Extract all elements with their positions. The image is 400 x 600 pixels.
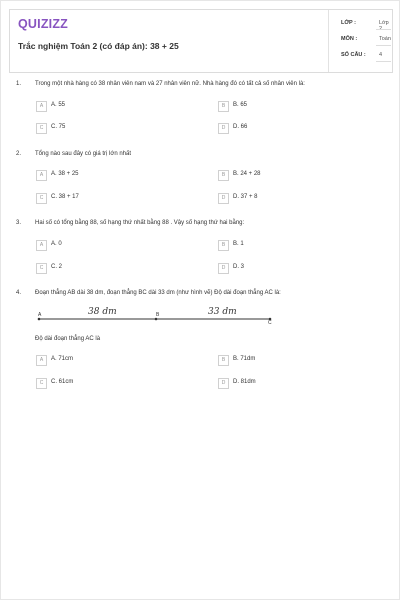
- meta-label: LỚP :: [341, 20, 356, 26]
- meta-underline: [376, 29, 391, 30]
- meta-label: MÔN :: [341, 36, 358, 42]
- answer-option-d[interactable]: [218, 378, 368, 388]
- answer-option-a[interactable]: [36, 170, 186, 180]
- answer-option-d[interactable]: [218, 123, 368, 133]
- meta-value: Toán: [379, 36, 391, 42]
- point-label-a: A: [38, 312, 42, 318]
- option-text: D. 3: [233, 264, 245, 270]
- option-letter-box[interactable]: C: [36, 263, 47, 274]
- page-title: Trắc nghiệm Toán 2 (có đáp án): 38 + 25: [18, 41, 179, 51]
- segment-label-ab: 38 dm: [88, 307, 117, 317]
- option-letter-box[interactable]: C: [36, 193, 47, 204]
- answer-option-c[interactable]: [36, 193, 186, 203]
- option-letter-box[interactable]: A: [36, 101, 47, 112]
- option-letter-box[interactable]: D: [218, 378, 229, 389]
- question-number: 3.: [16, 220, 22, 226]
- meta-row-subject: [328, 36, 392, 48]
- answer-option-a[interactable]: [36, 101, 186, 111]
- question-number: 1.: [16, 81, 22, 87]
- option-text: C. 2: [51, 264, 63, 270]
- option-letter-box[interactable]: B: [218, 240, 229, 251]
- meta-value: Lớp 2: [379, 20, 389, 32]
- option-letter-box[interactable]: D: [218, 263, 229, 274]
- option-letter-box[interactable]: A: [36, 170, 47, 181]
- quizizz-logo: QUIZIZZ: [18, 17, 69, 31]
- option-text: B. 24 + 28: [233, 171, 261, 177]
- option-letter-box[interactable]: B: [218, 101, 229, 112]
- point-label-b: B: [156, 312, 160, 318]
- option-letter-box[interactable]: D: [218, 193, 229, 204]
- option-text: A. 0: [51, 241, 62, 247]
- segment-diagram-svg: [36, 304, 276, 328]
- option-letter-box[interactable]: A: [36, 240, 47, 251]
- option-letter-box[interactable]: B: [218, 355, 229, 366]
- question-number: 2.: [16, 151, 22, 157]
- option-text: D. 81dm: [233, 379, 256, 385]
- question-text: Hai số có tổng bằng 88, số hạng thứ nhất bằng 88 . Vậy số hạng thứ hai bằng:: [35, 220, 245, 226]
- option-letter-box[interactable]: C: [36, 123, 47, 134]
- question-number: 4.: [16, 290, 22, 296]
- answer-option-a[interactable]: [36, 240, 186, 250]
- option-text: A. 38 + 25: [51, 171, 79, 177]
- worksheet-header: [9, 9, 393, 73]
- meta-row-class: [328, 20, 392, 32]
- answer-option-d[interactable]: [218, 263, 368, 273]
- option-text: C. 75: [51, 124, 66, 130]
- meta-value: 4: [379, 52, 383, 58]
- meta-panel: [328, 10, 392, 72]
- option-text: A. 71cm: [51, 356, 74, 362]
- answer-option-b[interactable]: [218, 170, 368, 180]
- answer-option-a[interactable]: [36, 355, 186, 365]
- option-letter-box[interactable]: D: [218, 123, 229, 134]
- answer-option-b[interactable]: [218, 355, 368, 365]
- answer-option-b[interactable]: [218, 101, 368, 111]
- option-text: D. 66: [233, 124, 248, 130]
- answer-option-c[interactable]: [36, 123, 186, 133]
- option-letter-box[interactable]: B: [218, 170, 229, 181]
- option-text: B. 65: [233, 102, 248, 108]
- meta-underline: [376, 45, 391, 46]
- option-letter-box[interactable]: A: [36, 355, 47, 366]
- question-text: Tổng nào sau đây có giá trị lớn nhất: [35, 151, 131, 157]
- option-letter-box[interactable]: C: [36, 378, 47, 389]
- answer-option-c[interactable]: [36, 378, 186, 388]
- option-text: D. 37 + 8: [233, 194, 258, 200]
- point-b-dot: [155, 318, 158, 321]
- option-text: B. 1: [233, 241, 244, 247]
- meta-row-count: [328, 52, 392, 64]
- point-a-dot: [38, 318, 41, 321]
- answer-option-b[interactable]: [218, 240, 368, 250]
- question-text: Đoạn thẳng AB dài 38 dm, đoạn thẳng BC dài 33 dm (như hình vẽ) Độ dài đoạn thẳng AC là:: [35, 290, 281, 296]
- option-text: A. 55: [51, 102, 66, 108]
- segment-diagram: [36, 304, 276, 328]
- meta-label: SỐ CÂU :: [341, 52, 366, 58]
- option-text: B. 71dm: [233, 356, 256, 362]
- question-subtext: Độ dài đoạn thẳng AC là: [35, 336, 101, 342]
- meta-underline: [376, 61, 391, 62]
- answer-option-d[interactable]: [218, 193, 368, 203]
- option-text: C. 61cm: [51, 379, 74, 385]
- answer-option-c[interactable]: [36, 263, 186, 273]
- segment-label-bc: 33 dm: [208, 307, 237, 317]
- question-text: Trong một nhà hàng có 38 nhân viên nam và 27 nhân viên nữ. Nhà hàng đó có tất cả số nhân viên là:: [35, 81, 305, 87]
- point-label-c: C: [268, 320, 272, 326]
- option-text: C. 38 + 17: [51, 194, 79, 200]
